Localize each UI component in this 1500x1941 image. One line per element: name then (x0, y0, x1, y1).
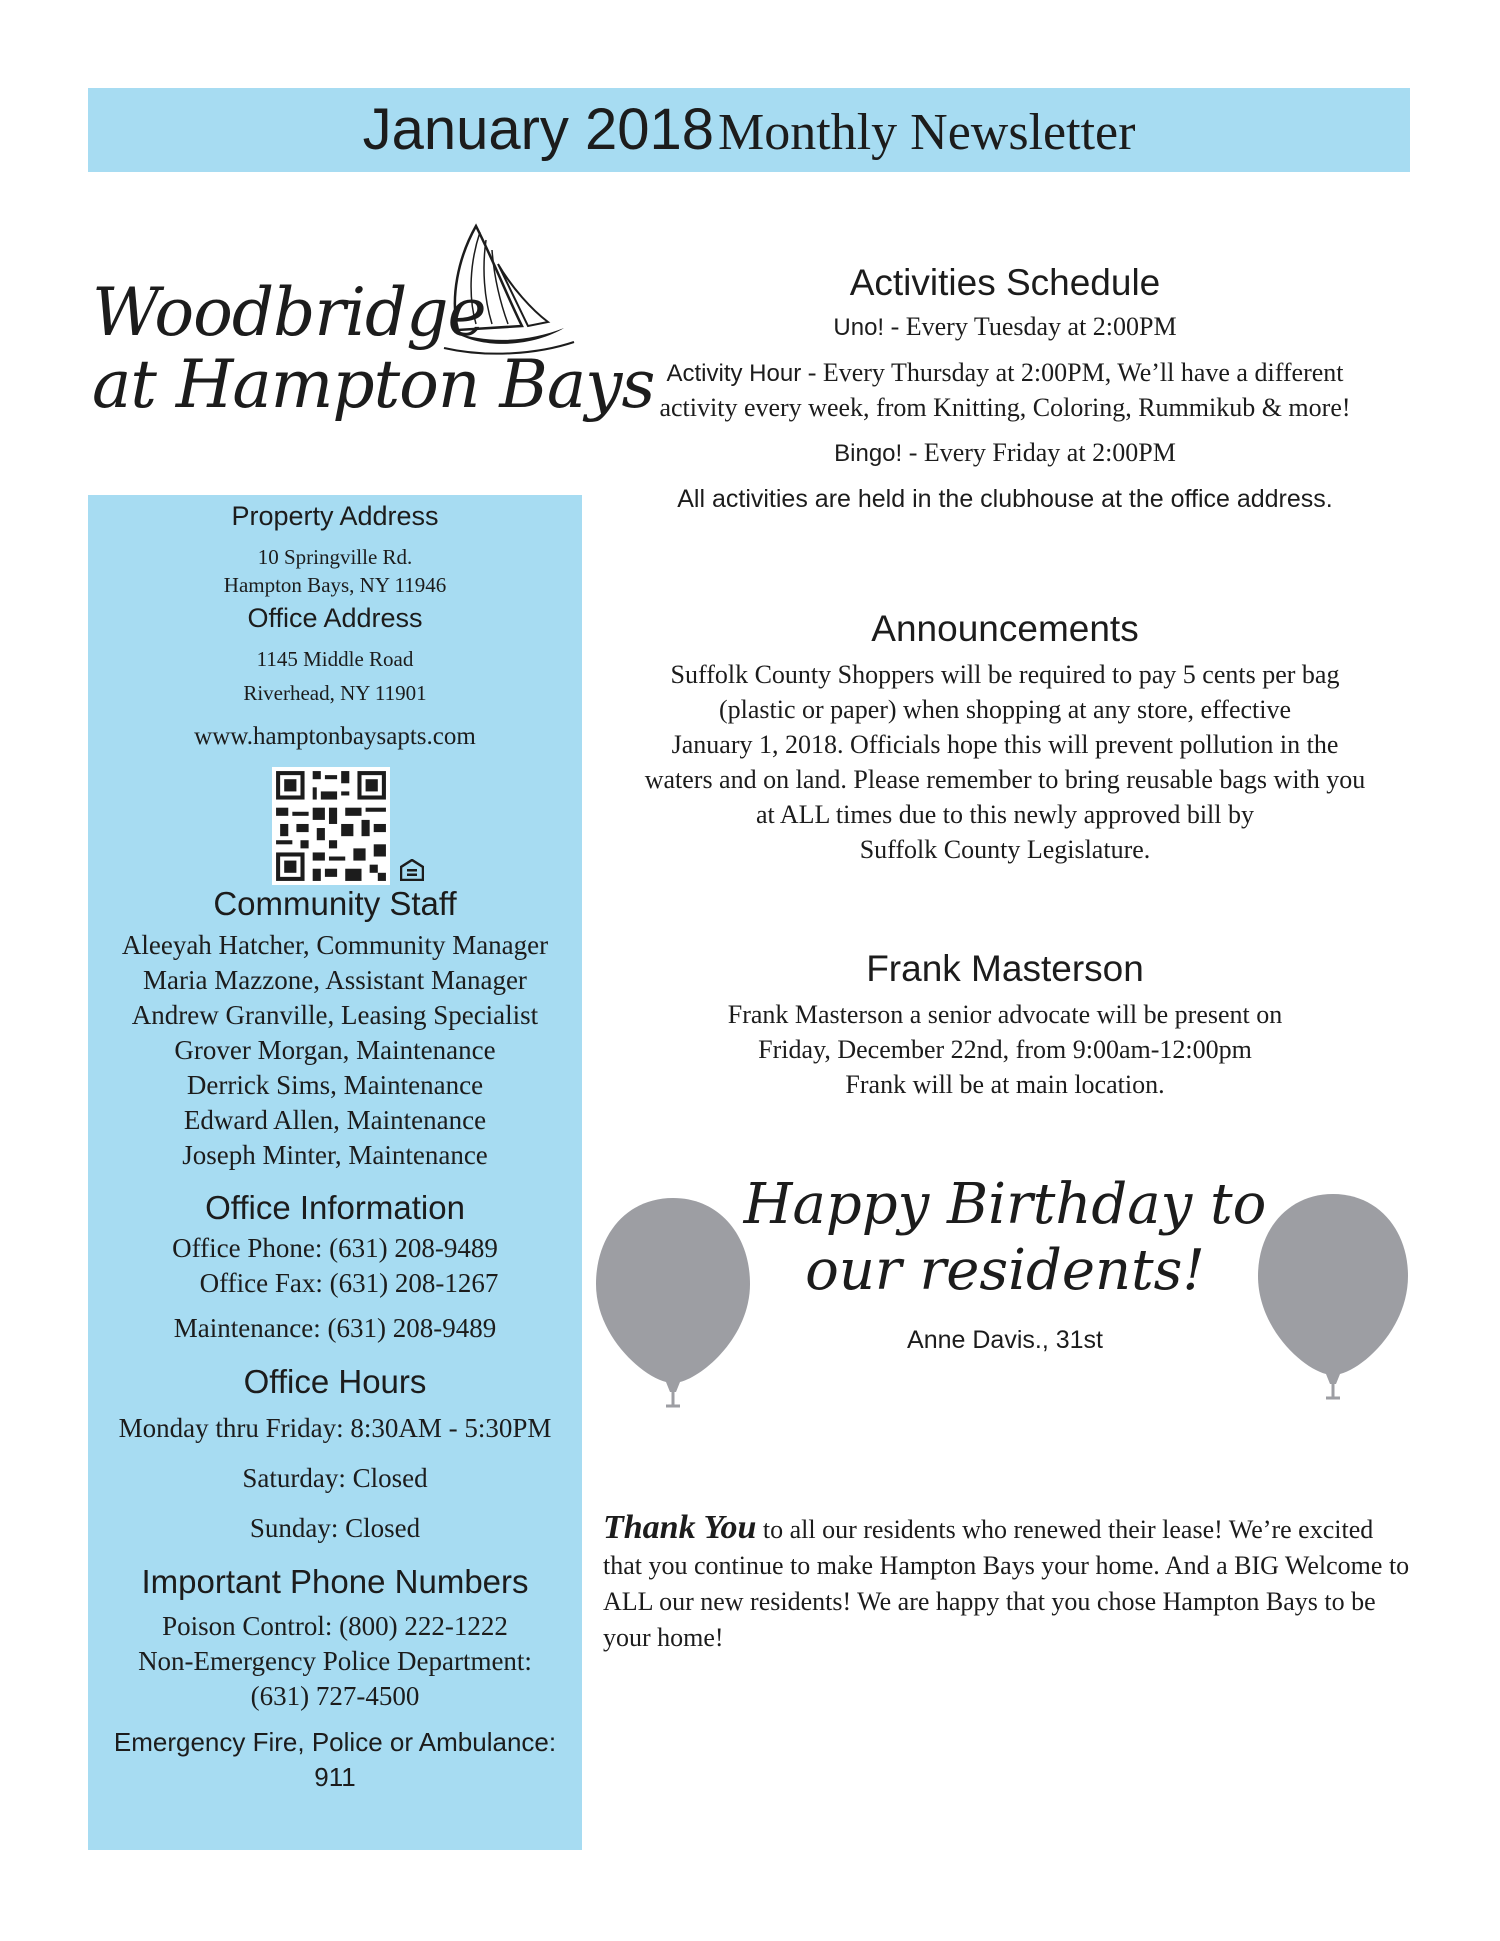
logo-line-1: Woodbridge (92, 274, 486, 351)
frank-heading: Frank Masterson (866, 948, 1144, 989)
office-heading: Office Address (247, 603, 423, 633)
title-banner (88, 88, 1410, 172)
birthday-title-1: Happy Birthday to (743, 1172, 1267, 1237)
hours-heading: Office Hours (243, 1363, 427, 1400)
activity-bingo (600, 438, 1410, 468)
hours-sunday: Sunday: Closed (249, 1513, 421, 1543)
frank-line: Frank will be at main location. (845, 1070, 1165, 1099)
hours-saturday: Saturday: Closed (242, 1463, 428, 1493)
property-heading: Property Address (231, 501, 439, 531)
poison-control: Poison Control: (800) 222-1222 (162, 1611, 508, 1641)
sailboat-icon (428, 218, 578, 368)
birthday-resident: Anne Davis., 31st (907, 1326, 1103, 1354)
staff-item: Edward Allen, Maintenance (183, 1105, 487, 1135)
police-number: (631) 727-4500 (250, 1681, 420, 1711)
office-line-2: Riverhead, NY 11901 (243, 681, 427, 705)
activities-heading: Activities Schedule (849, 262, 1161, 303)
sidebar (88, 495, 582, 1850)
thank-you-text: to all our residents who renewed their lease! We’re excited that you continue to make Hampton Bays your home. And a BIG Welcome to ALL our new residents! We are happy that you chose Hampton Bays to be your home! (603, 1515, 1410, 1652)
office-phone: Office Phone: (631) 208-9489 (172, 1233, 498, 1263)
announcement-line: waters and on land. Please remember to bring reusable bags with you (644, 765, 1366, 794)
phones-heading: Important Phone Numbers (141, 1563, 529, 1600)
frank-line: Friday, December 22nd, from 9:00am-12:00pm (758, 1035, 1252, 1064)
frank-line: Frank Masterson a senior advocate will be present on (727, 1000, 1283, 1029)
announcement-line: at ALL times due to this newly approved bill by (755, 800, 1254, 829)
office-fax: Office Fax: (631) 208-1267 (199, 1268, 499, 1298)
activity-hour-text-2: activity every week, from Knitting, Coloring, Rummikub & more! (659, 393, 1351, 422)
thank-you-bold: Thank You (603, 1509, 757, 1546)
activity-uno-text: - Every Tuesday at 2:00PM (884, 312, 1177, 341)
activities-note: All activities are held in the clubhouse at the office address. (677, 485, 1333, 513)
staff-heading: Community Staff (213, 885, 457, 922)
title-date: January 2018 (362, 97, 715, 162)
property-line-1: 10 Springville Rd. (257, 545, 413, 569)
police-label: Non-Emergency Police Department: (138, 1646, 532, 1676)
info-heading: Office Information (205, 1189, 465, 1226)
activity-hour-label: Activity Hour (666, 360, 802, 387)
staff-item: Derrick Sims, Maintenance (186, 1070, 484, 1100)
announcement-line: (plastic or paper) when shopping at any store, effective (718, 695, 1292, 724)
announcements-heading: Announcements (871, 608, 1139, 649)
announcement-line: Suffolk County Legislature. (859, 835, 1151, 864)
staff-item: Joseph Minter, Maintenance (182, 1140, 488, 1170)
activity-uno (600, 312, 1410, 342)
activity-uno-label: Uno! (833, 314, 885, 341)
activity-bingo-label: Bingo! (834, 440, 903, 467)
equal-housing-icon (400, 859, 424, 881)
staff-item: Andrew Granville, Leasing Specialist (131, 1000, 539, 1030)
emergency-label: Emergency Fire, Police or Ambulance: (113, 1727, 557, 1757)
activity-bingo-text: - Every Friday at 2:00PM (902, 438, 1176, 467)
qr-code-icon (272, 767, 390, 885)
office-line-1: 1145 Middle Road (256, 647, 414, 671)
title-rest: Monthly Newsletter (718, 104, 1136, 161)
announcement-line: Suffolk County Shoppers will be required to pay 5 cents per bag (670, 660, 1340, 689)
activity-hour (600, 358, 1410, 388)
activity-hour-text: - Every Thursday at 2:00PM, We’ll have a different (801, 358, 1344, 387)
staff-item: Aleeyah Hatcher, Community Manager (121, 930, 549, 960)
logo-line-2: at Hampton Bays (92, 346, 655, 423)
property-line-2: Hampton Bays, NY 11946 (223, 573, 447, 597)
staff-item: Maria Mazzone, Assistant Manager (143, 965, 527, 995)
staff-item: Grover Morgan, Maintenance (174, 1035, 496, 1065)
hours-weekday: Monday thru Friday: 8:30AM - 5:30PM (118, 1413, 552, 1443)
logo (88, 218, 655, 438)
birthday-title-2: our residents! (805, 1238, 1205, 1303)
thank-you-paragraph (603, 1510, 1418, 1656)
website-link[interactable]: www.hamptonbaysapts.com (194, 723, 476, 750)
maintenance-phone: Maintenance: (631) 208-9489 (173, 1313, 497, 1343)
emergency-number: 911 (314, 1762, 356, 1792)
announcement-line: January 1, 2018. Officials hope this will prevent pollution in the (671, 730, 1339, 759)
